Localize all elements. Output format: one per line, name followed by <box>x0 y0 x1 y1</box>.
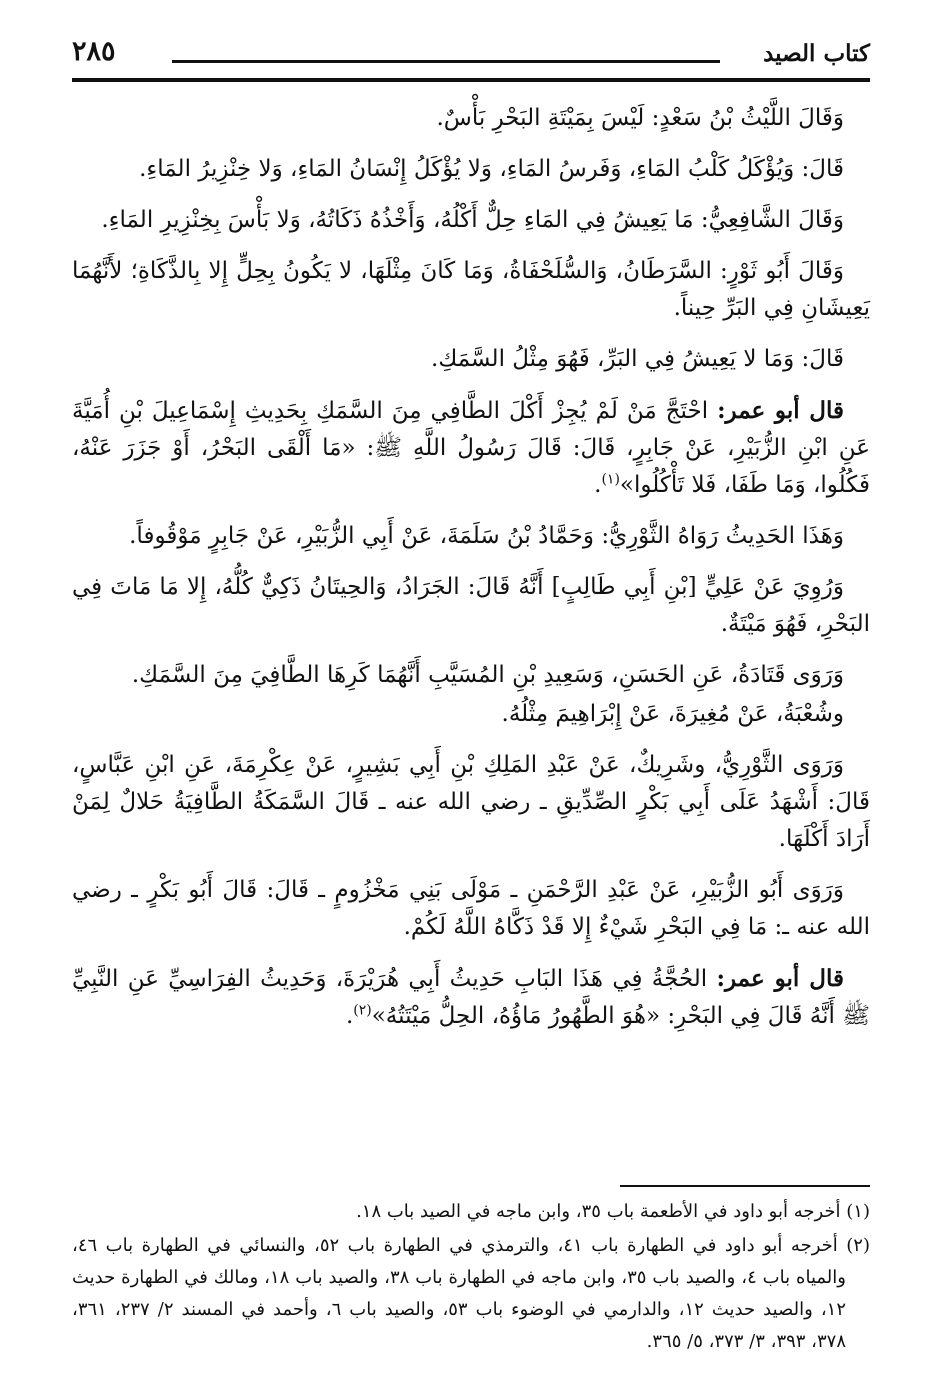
paragraph-text: قَالَ: وَيُؤْكَلُ كَلْبُ المَاءِ، وَفَرسُ المَاءِ، وَلا يُؤْكَلُ إِنْسَانُ المَاءِ، وَلا خِنْزِيرُ المَاءِ. <box>139 156 844 182</box>
paragraph-text: وَرَوَى الثَّوْرِيُّ، وشَرِيكٌ، عَنْ عَبْدِ المَلِكِ بْنِ أَبِي بَشِيرٍ، عَنْ عِكْرِمَةَ، عَنِ ابْنِ عَبَّاسٍ، قَالَ: أَشْهَدُ عَلَى أَبِي بَكْرٍ الصِّدِّيقِ ـ رضي الله عنه ـ قَالَ السَّمَكَةُ الطَّافِيَةُ حَلالٌ لِمَنْ أَرَادَ أَكْلَهَا. <box>72 752 870 852</box>
header-dash-line <box>172 60 720 63</box>
paragraph <box>72 392 870 504</box>
paragraph-text: وَقَالَ أَبُو ثَوْرٍ: السَّرَطَانُ، وَالسُّلَحْفَاةُ، وَمَا كَانَ مِثْلَهَا، لا يَكُونُ بِحِلٍّ إِلا بِالذَّكَاةِ؛ لأَنَّهُمَا يَعِيشَانِ فِي البَرِّ حِيناً. <box>72 258 870 321</box>
paragraph <box>72 569 870 643</box>
paragraph <box>72 657 870 694</box>
paragraph <box>72 696 870 733</box>
running-header <box>72 22 870 84</box>
header-rule <box>72 78 870 82</box>
paragraph-text: وَهَذَا الحَدِيثُ رَوَاهُ الثَّوْرِيُّ: وَحَمَّادُ بْنُ سَلَمَةَ، عَنْ أَبِي الزُّبَيْرِ، عَنْ جَابِرٍ مَوْقُوفاً. <box>129 523 844 549</box>
page-number: ٢٨٥ <box>72 36 116 67</box>
paragraph <box>72 341 870 378</box>
paragraph <box>72 960 870 1035</box>
footnote-separator <box>620 1185 870 1187</box>
paragraph-text: وَرَوَى أَبُو الزُّبَيْرِ، عَنْ عَبْدِ الرَّحْمَنِ ـ مَوْلَى بَنِي مَخْزُومٍ ـ قَالَ: قَالَ أَبُو بَكْرٍ ـ رضي الله عنه ـ: مَا فِي البَحْرِ شَيْءٌ إِلا قَدْ ذَكَّاهُ اللَّهُ لَكُمْ. <box>72 877 870 940</box>
footnote-ref[interactable]: (٢) <box>353 1002 372 1019</box>
book-title: كتاب الصيد <box>763 40 870 67</box>
footnote: (٢) أخرجه أبو داود في الطهارة باب ٤١، والترمذي في الطهارة باب ٥٢، والنسائي في الطهارة باب ٤٦، والمياه باب ٤، والصيد باب ٣٥، وابن ماجه في الطهارة باب ٣٨، والصيد باب ١٨، ومالك في الطهارة حديث ١٢، والصيد حديث ١٢، والدارمي في الوضوء باب ٥٣، والصيد باب ٦، وأحمد في المسند ٢/ ٢٣٧، ٣٦١، ٣٧٨، ٣٩٣، ٣/ ٣٧٣، ٥/ ٣٦٥. <box>72 1235 870 1352</box>
paragraph <box>72 747 870 858</box>
paragraph-text: وَرَوَى قَتَادَةُ، عَنِ الحَسَنِ، وَسَعِيدِ بْنِ المُسَيَّبِ أَنَّهُمَا كَرِهَا الطَّافِيَ مِنَ السَّمَكِ. <box>131 662 844 688</box>
paragraph-end: . <box>594 472 602 498</box>
main-text <box>72 100 870 1049</box>
paragraph <box>72 202 870 239</box>
paragraph-text: وَقَالَ اللَّيْثُ بْنُ سَعْدٍ: لَيْسَ بِمَيْتَةِ البَحْرِ بَأْسٌ. <box>436 105 844 131</box>
speaker-label: قال أبو عمر: <box>717 397 844 424</box>
paragraph-text: احْتَجَّ مَنْ لَمْ يُجِزْ أَكْلَ الطَّافِي مِنَ السَّمَكِ بِحَدِيثِ إِسْمَاعِيلَ بْنِ أُمَيَّةَ عَنِ ابْنِ الزُّبَيْرِ، عَنْ جَابِرٍ، قَالَ: قَالَ رَسُولُ اللَّهِ ﷺ: «مَا أَلْقَى البَحْرُ، أَوْ جَزَرَ عَنْهُ، فَكُلُوا، وَمَا طَفَا، فَلا تَأْكُلُوا» <box>72 398 870 498</box>
paragraph-text: قَالَ: وَمَا لا يَعِيشُ فِي البَرِّ، فَهُوَ مِثْلُ السَّمَكِ. <box>431 346 844 372</box>
paragraph <box>72 518 870 555</box>
paragraph <box>72 872 870 946</box>
paragraph <box>72 253 870 327</box>
footnote-ref[interactable]: (١) <box>601 471 620 488</box>
paragraph <box>72 151 870 188</box>
paragraph-text: وَرُوِيَ عَنْ عَلِيٍّ [بْنِ أَبِي طَالِبٍ] أَنَّهُ قَالَ: الجَرَادُ، وَالحِيتَانُ ذَكِيٌّ كُلُّهُ، إِلا مَا مَاتَ فِي البَحْرِ، فَهُوَ مَيْتَةٌ. <box>72 574 870 637</box>
paragraph-end: . <box>345 1003 354 1029</box>
footnotes <box>72 1196 870 1360</box>
paragraph <box>72 100 870 137</box>
paragraph-text: وَقَالَ الشَّافِعِيُّ: مَا يَعِيشُ فِي المَاءِ حِلٌّ أَكْلُهُ، وَأَخْذُهُ ذَكَاتُهُ، وَلا بَأْسَ بِخِنْزِيرِ المَاءِ. <box>101 207 844 233</box>
footnote: (١) أخرجه أبو داود في الأطعمة باب ٣٥، وابن ماجه في الصيد باب ١٨. <box>356 1201 870 1222</box>
speaker-label: قال أبو عمر: <box>716 965 845 992</box>
paragraph-text: وشُعْبَةُ، عَنْ مُغِيرَةَ، عَنْ إِبْرَاهِيمَ مِثْلُهُ. <box>501 701 844 727</box>
paragraph-text: الحُجَّةُ فِي هَذَا البَابِ حَدِيثُ أَبِي هُرَيْرَةَ، وَحَدِيثُ الفِرَاسِيِّ عَنِ النَّبِيِّ ﷺ أَنَّهُ قَالَ فِي البَحْرِ: «هُوَ الطَّهُورُ مَاؤُهُ، الحِلُّ مَيْتَتُهُ» <box>72 966 870 1029</box>
